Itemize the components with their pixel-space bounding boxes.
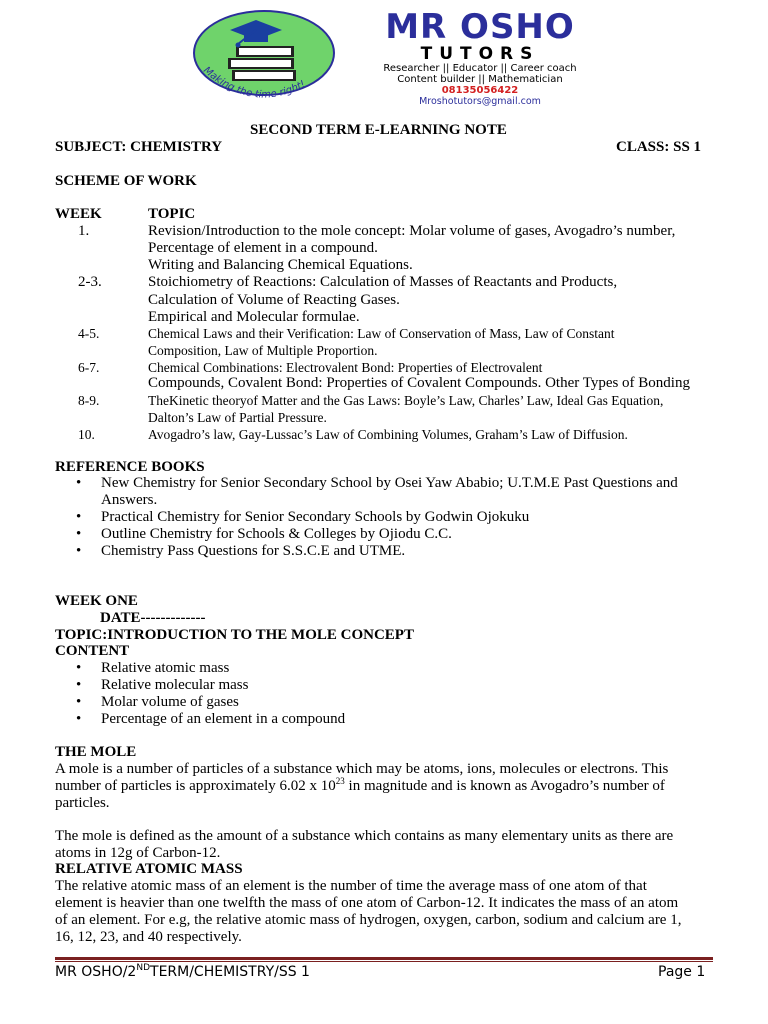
mole-heading: THE MOLE	[55, 744, 137, 760]
bullet-icon: •	[76, 475, 82, 491]
subject-label: SUBJECT: CHEMISTRY	[55, 139, 223, 155]
brand-block	[360, 7, 600, 107]
scheme-week: 1.	[78, 223, 90, 239]
ram-paragraph-line: of an element. For e.g, the relative atomic mass of hydrogen, oxygen, carbon, sodium and calcium are 1,	[55, 912, 682, 928]
mole-paragraph-line: particles.	[55, 795, 110, 811]
week-column-header: WEEK	[55, 206, 102, 222]
scheme-heading: SCHEME OF WORK	[55, 173, 197, 189]
svg-text:Making the time right!	[201, 65, 307, 101]
scheme-topic-line: Writing and Balancing Chemical Equations.	[148, 257, 413, 273]
scheme-week: 10.	[78, 427, 95, 442]
scheme-topic-line: Revision/Introduction to the mole concept: Molar volume of gases, Avogadro’s number,	[148, 223, 676, 239]
bullet-icon: •	[76, 711, 82, 727]
bullet-icon: •	[76, 677, 82, 693]
exponent: 23	[335, 776, 345, 786]
ram-paragraph-line: element is heavier than one twelfth the mass of one atom of Carbon-12. It indicates the mass of an atom	[55, 895, 679, 911]
bullet-icon: •	[76, 694, 82, 710]
footer-divider	[55, 957, 713, 960]
scheme-topic-line: Stoichiometry of Reactions: Calculation of Masses of Reactants and Products,	[148, 274, 618, 290]
ram-paragraph-line: 16, 12, 23, and 40 respectively.	[55, 929, 242, 945]
footer-left: MR OSHO/2NDTERM/CHEMISTRY/SS 1	[55, 963, 310, 980]
scheme-week: 8-9.	[78, 393, 100, 408]
logo-emblem	[190, 8, 340, 104]
scheme-week: 4-5.	[78, 326, 100, 341]
content-heading: CONTENT	[55, 643, 130, 659]
reference-heading: REFERENCE BOOKS	[55, 459, 205, 475]
scheme-topic-line: Chemical Laws and their Verification: Law of Conservation of Mass, Law of Constant	[148, 326, 615, 341]
ram-paragraph-line: The relative atomic mass of an element is the number of time the average mass of one atom of that	[55, 878, 647, 894]
week-one-heading: WEEK ONE	[55, 593, 138, 609]
brand-phone: 08135056422	[441, 85, 519, 96]
scheme-topic-line: TheKinetic theoryof Matter and the Gas Laws: Boyle’s Law, Charles’ Law, Ideal Gas Equation,	[148, 393, 664, 408]
date-line: DATE-------------	[100, 610, 206, 626]
brand-subtitle: TUTORS	[420, 44, 540, 64]
scheme-topic-line: Calculation of Volume of Reacting Gases.	[148, 292, 400, 308]
brand-email: Mroshotutors@gmail.com	[419, 96, 541, 107]
scheme-topic-line: Percentage of element in a compound.	[148, 240, 378, 256]
mole-paragraph-line: number of particles is approximately 6.02 x $10^{23}$ in magnitude and is known as Avogadro’s number of	[55, 776, 665, 794]
topic-column-header: TOPIC	[148, 206, 196, 222]
scheme-topic-line: Compounds, Covalent Bond: Properties of Covalent Compounds. Other Types of Bonding	[148, 375, 690, 391]
mole-definition-line: atoms in 12g of Carbon-12.	[55, 845, 221, 861]
bullet-icon: •	[76, 509, 82, 525]
document-page: Making the time right! MR OSHO TUTORS Researcher || Educator || Career coach Content builder || Mathematician 08135056422 Mroshotutors@gmail.com SECOND TERM E-LEARNING NOTE SUBJECT: CHEMISTRY CLASS: SS 1 SCHEME OF WORK WEEK TOPIC 1. Revision/Introduction to the mole concept: Molar volume of gases, Avogadro’s number, Percentage of element in a compound. Writing and Balancing Chemical Equations. 2-3. Stoichiometry of Reactions: Calculation of Masses of Reactants and Products, Calculation of Volume of Reacting Gases. Empirical and Molecular formulae. 4-5. Chemical Laws and their Verification: Law of Conservation of Mass, Law of Constant Composition, Law of Multiple Proportion. 6-7. Chemical Combinations: Electrovalent Bond: Properties of Electrovalent Compounds, Covalent Bond: Properties of Covalent Compounds. Other Types of Bonding 8-9. TheKinetic theoryof Matter and the Gas Laws: Boyle’s Law, Charles’ Law, Ideal Gas Equation, Dalton’s Law of Partial Pressure. 10. Avogadro’s law, Gay-Lussac’s Law of Combining Volumes, Graham’s Law of Diffusion. REFERENCE BOOKS • New Chemistry for Senior Secondary School by Osei Yaw Ababio; U.T.M.E Past Questions and Answers. • Practical Chemistry for Senior Secondary Schools by Godwin Ojokuku • Outline Chemistry for Schools & Colleges by Ojiodu C.C. • Chemistry Pass Questions for S.S.C.E and UTME. WEEK ONE DATE------------- TOPIC:INTRODUCTION TO THE MOLE CONCEPT CONTENT • Relative atomic mass • Relative molecular mass • Molar volume of gases • Percentage of an element in a compound THE MOLE A mole is a number of particles of a substance which may be atoms, ions, molecules or electrons. This number of particles is approximately 6.02 x $10^{23}$ in magnitude and is known as Avogadro’s number of particles. The mole is defined as the amount of a substance which contains as many elementary units as there are atoms in 12g of Carbon-12. RELATIVE ATOMIC MASS The relative atomic mass of an element is the number of time the average mass of one atom of that element is heavier than one twelfth the mass of one atom of Carbon-12. It indicates the mass of an atom of an element. For e.g, the relative atomic mass of hydrogen, oxygen, carbon, sodium and calcium are 1, 16, 12, 23, and 40 respectively. MR OSHO/2NDTERM/CHEMISTRY/SS 1 Page 1	[0, 0, 768, 1024]
brand-name: MR OSHO	[385, 7, 575, 47]
mole-paragraph-line: A mole is a number of particles of a substance which may be atoms, ions, molecules or electrons. This	[55, 761, 669, 777]
scheme-topic-line: Composition, Law of Multiple Proportion.	[148, 343, 378, 358]
brand-roles-2: Content builder || Mathematician	[397, 74, 563, 85]
doc-title: SECOND TERM E-LEARNING NOTE	[250, 122, 507, 138]
tagline-arc	[190, 8, 340, 104]
scheme-topic-line: Avogadro’s law, Gay-Lussac’s Law of Combining Volumes, Graham’s Law of Diffusion.	[148, 427, 628, 442]
footer-divider-thin	[55, 961, 713, 962]
bullet-icon: •	[76, 526, 82, 542]
class-label: CLASS: SS 1	[616, 139, 702, 155]
scheme-topic-line: Empirical and Molecular formulae.	[148, 309, 360, 325]
bullet-icon: •	[76, 660, 82, 676]
scheme-topic-line: Chemical Combinations: Electrovalent Bond: Properties of Electrovalent	[148, 360, 543, 375]
scheme-topic-line: Dalton’s Law of Partial Pressure.	[148, 410, 327, 425]
ram-heading: RELATIVE ATOMIC MASS	[55, 861, 243, 877]
scheme-week: 6-7.	[78, 360, 100, 375]
topic-heading: TOPIC:INTRODUCTION TO THE MOLE CONCEPT	[55, 627, 414, 643]
bullet-icon: •	[76, 543, 82, 559]
mole-definition-line: The mole is defined as the amount of a substance which contains as many elementary units as there are	[55, 828, 674, 844]
logo-tagline: Making the time right!	[201, 64, 308, 101]
brand-roles: Researcher || Educator || Career coach	[383, 63, 577, 74]
scheme-week: 2-3.	[78, 274, 102, 290]
footer-page-number: Page 1	[658, 964, 706, 980]
